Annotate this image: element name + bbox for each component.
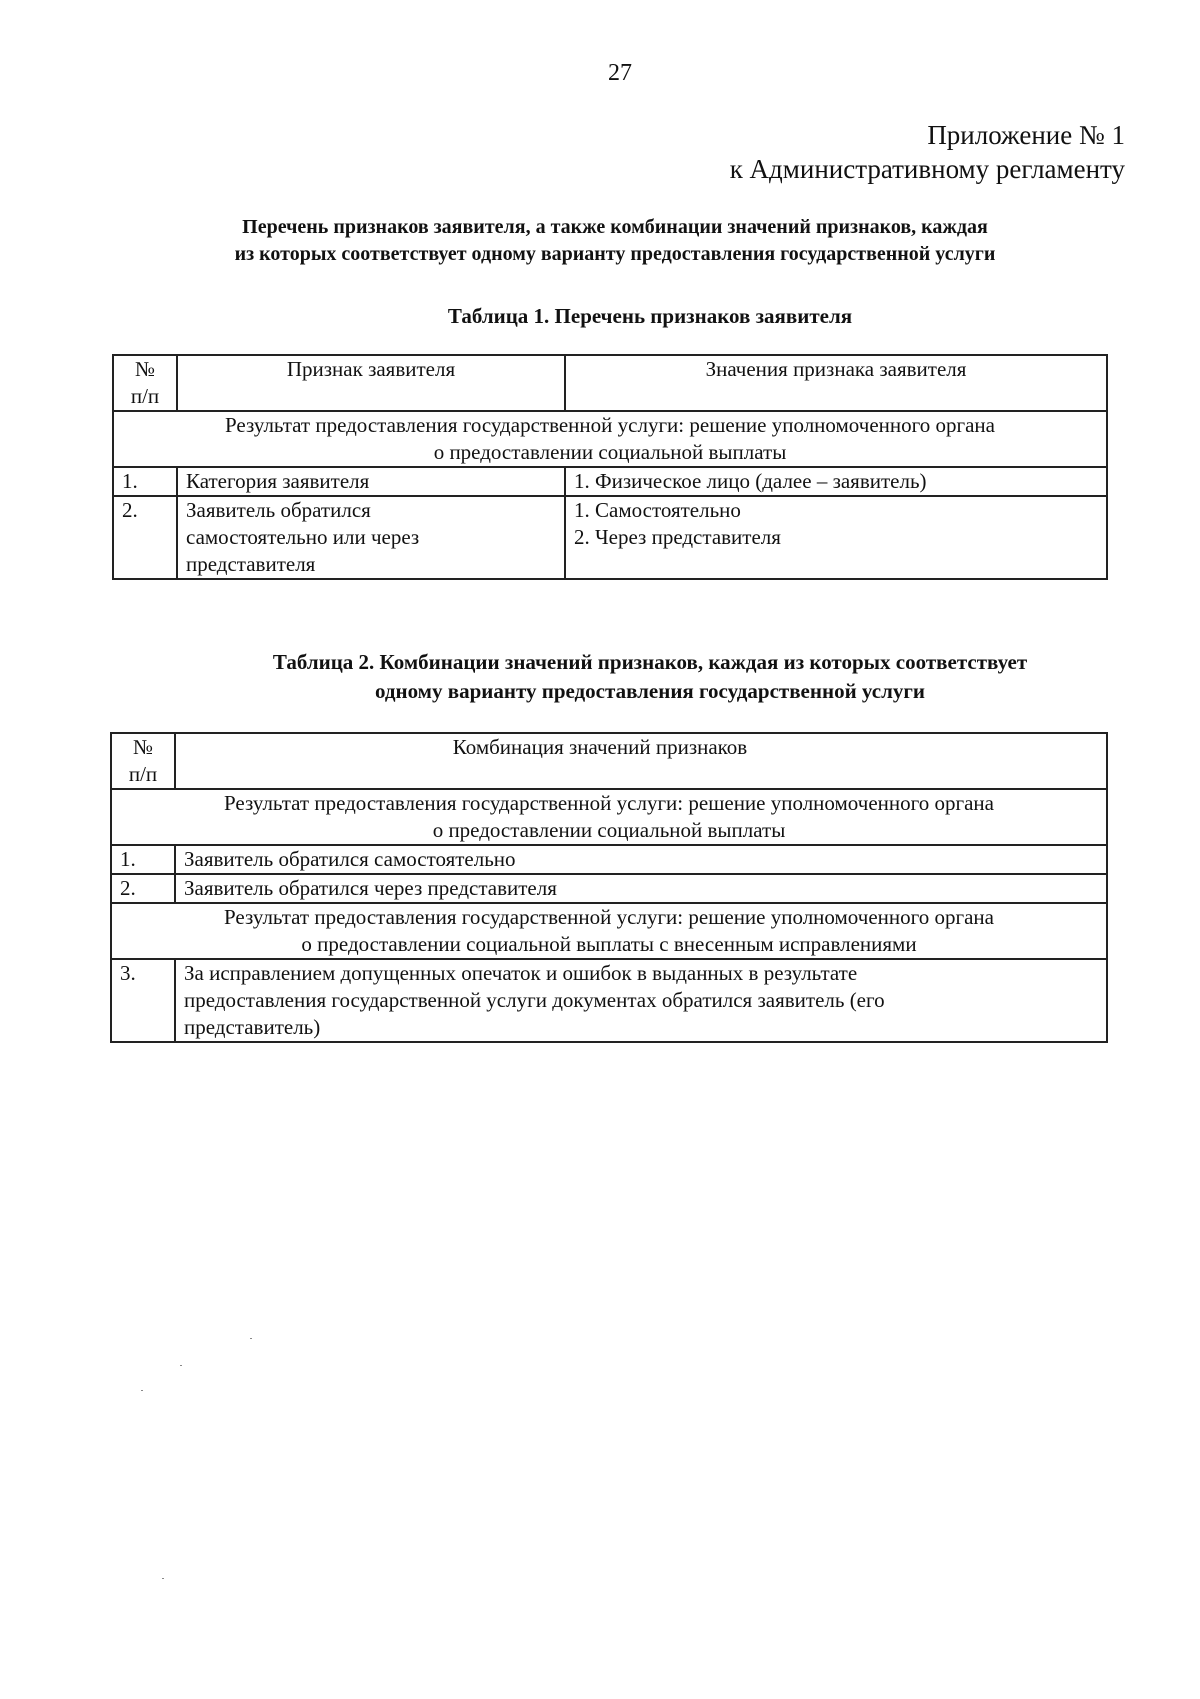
table1-section-row bbox=[113, 411, 1107, 467]
combination-cell: Заявитель обратился самостоятельно bbox=[175, 845, 1107, 874]
header-num-symbol: № bbox=[134, 357, 156, 381]
table2 bbox=[110, 732, 1108, 1043]
row-number: 1. bbox=[113, 467, 177, 496]
table-row bbox=[111, 959, 1107, 1042]
scan-speck bbox=[250, 1338, 252, 1339]
table2-header-combination: Комбинация значений признаков bbox=[175, 733, 1107, 789]
value-line: 1. Самостоятельно bbox=[574, 498, 741, 522]
section-line-1: Результат предоставления государственной услуги: решение уполномоченного органа bbox=[225, 413, 995, 437]
combination-line: представитель) bbox=[184, 1015, 321, 1039]
scan-speck bbox=[162, 1578, 164, 1579]
combination-line: За исправлением допущенных опечаток и ошибок в выданных в результате bbox=[184, 961, 858, 985]
table1-header-values: Значения признака заявителя bbox=[565, 355, 1107, 411]
table2-caption-line-2: одному варианту предоставления государственной услуги bbox=[374, 679, 926, 703]
row-number: 1. bbox=[111, 845, 175, 874]
section-line-1: Результат предоставления государственной услуги: решение уполномоченного органа bbox=[224, 905, 994, 929]
row-number: 3. bbox=[111, 959, 175, 1042]
values-cell bbox=[565, 496, 1107, 579]
table2-section-row bbox=[111, 903, 1107, 959]
section-line-2: о предоставлении социальной выплаты bbox=[432, 818, 786, 842]
table2-caption-line-1: Таблица 2. Комбинации значений признаков, каждая из которых соответствует bbox=[272, 650, 1028, 674]
row-number: 2. bbox=[111, 874, 175, 903]
value-line: 2. Через представителя bbox=[574, 525, 781, 549]
feature-cell bbox=[177, 496, 565, 579]
section-line-1: Результат предоставления государственной услуги: решение уполномоченного органа bbox=[224, 791, 994, 815]
document-title bbox=[100, 214, 1130, 268]
table2-section-1 bbox=[111, 789, 1107, 845]
feature-line: представителя bbox=[186, 552, 316, 576]
table2-caption bbox=[100, 648, 1200, 706]
scan-speck bbox=[180, 1365, 182, 1366]
feature-cell: Категория заявителя bbox=[177, 467, 565, 496]
table1 bbox=[112, 354, 1108, 580]
appendix-heading bbox=[730, 118, 1125, 186]
table1-header-row bbox=[113, 355, 1107, 411]
table-row bbox=[111, 845, 1107, 874]
table1-header-num bbox=[113, 355, 177, 411]
feature-line: самостоятельно или через bbox=[186, 525, 420, 549]
combination-cell bbox=[175, 959, 1107, 1042]
document-title-line-1: Перечень признаков заявителя, а также комбинации значений признаков, каждая bbox=[242, 216, 988, 238]
table-row bbox=[113, 496, 1107, 579]
table1-header-feature: Признак заявителя bbox=[177, 355, 565, 411]
combination-cell: Заявитель обратился через представителя bbox=[175, 874, 1107, 903]
table1-caption: Таблица 1. Перечень признаков заявителя bbox=[447, 304, 853, 328]
table2-header-num bbox=[111, 733, 175, 789]
table2-header-row bbox=[111, 733, 1107, 789]
feature-line: Заявитель обратился bbox=[186, 498, 371, 522]
appendix-line-2: к Административному регламенту bbox=[729, 154, 1125, 184]
table-row bbox=[113, 467, 1107, 496]
combination-line: предоставления государственной услуги документах обратился заявитель (его bbox=[184, 988, 885, 1012]
section-line-2: о предоставлении социальной выплаты bbox=[433, 440, 787, 464]
section-line-2: о предоставлении социальной выплаты с внесенным исправлениями bbox=[301, 932, 917, 956]
document-title-line-2: из которых соответствует одному варианту предоставления государственной услуги bbox=[234, 243, 996, 265]
scan-speck bbox=[141, 1390, 143, 1391]
header-num-symbol: № bbox=[132, 735, 154, 759]
table2-section-row bbox=[111, 789, 1107, 845]
values-cell: 1. Физическое лицо (далее – заявитель) bbox=[565, 467, 1107, 496]
page-number: 27 bbox=[608, 60, 632, 86]
table2-section-2 bbox=[111, 903, 1107, 959]
row-number: 2. bbox=[113, 496, 177, 579]
header-num-abbr: п/п bbox=[130, 384, 160, 408]
header-num-abbr: п/п bbox=[128, 762, 158, 786]
table1-section bbox=[113, 411, 1107, 467]
appendix-line-1: Приложение № 1 bbox=[927, 120, 1125, 150]
table-row bbox=[111, 874, 1107, 903]
